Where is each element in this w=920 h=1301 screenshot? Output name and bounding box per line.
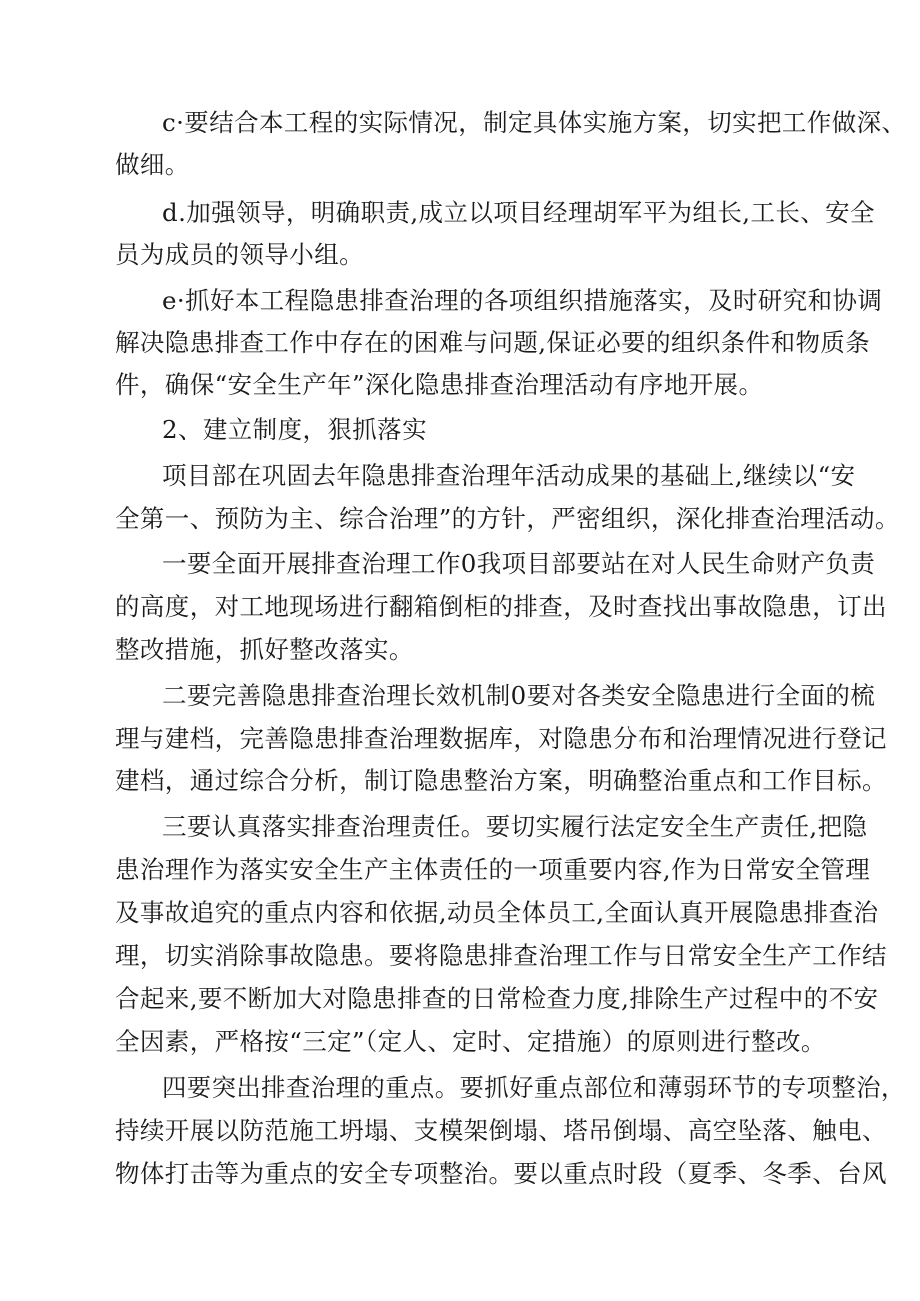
paragraph-2-line-2: 件，确保“安全生产年”深化隐患排查治理活动有序地开展。 xyxy=(115,370,764,399)
paragraph-7-line-3: 理，切实消除事故隐患。要将隐患排查治理工作与日常安全生产工作结 xyxy=(115,941,887,970)
paragraph-6-line-1: 理与建档，完善隐患排查治理数据库，对隐患分布和治理情况进行登记 xyxy=(115,724,887,753)
paragraph-8-line-2: 物体打击等为重点的安全专项整治。要以重点时段（夏季、冬季、台风 xyxy=(115,1159,887,1188)
paragraph-2-line-1: 解决隐患排查工作中存在的困难与问题,保证必要的组织条件和物质条 xyxy=(115,328,871,357)
paragraph-4-line-0: 项目部在巩固去年隐患排查治理年活动成果的基础上,继续以“安 xyxy=(162,461,856,490)
paragraph-8-line-1: 持续开展以防范施工坍塌、支模架倒塌、塔吊倒塌、高空坠落、触电、 xyxy=(115,1116,887,1145)
paragraph-5-line-2: 整改措施，抓好整改落实。 xyxy=(115,635,414,664)
paragraph-2-line-0: e·抓好本工程隐患排查治理的各项组织措施落实，及时研究和协调 xyxy=(162,286,883,315)
paragraph-0-line-1: 做细。 xyxy=(115,150,190,179)
paragraph-5-line-1: 的高度，对工地现场进行翻箱倒柜的排查，及时查找出事故隐患，订出 xyxy=(115,592,887,621)
paragraph-8-line-0: 四要突出排查治理的重点。要抓好重点部位和薄弱环节的专项整治， xyxy=(162,1073,906,1102)
paragraph-6-line-0: 二要完善隐患排查治理长效机制0要对各类安全隐患进行全面的梳 xyxy=(162,681,876,710)
paragraph-5-line-0: 一要全面开展排查治理工作0我项目部要站在对人民生命财产负责 xyxy=(162,549,876,578)
paragraph-0-line-0: c·要结合本工程的实际情况，制定具体实施方案，切实把工作做深、 xyxy=(162,108,907,137)
paragraph-7-line-5: 全因素，严格按“三定”（定人、定时、定措施）的原则进行整改。 xyxy=(115,1027,826,1056)
paragraph-1-line-0: d.加强领导，明确职责,成立以项目经理胡军平为组长,工长、安全 xyxy=(162,198,875,227)
paragraph-4-line-1: 全第一、预防为主、综合治理”的方针，严密组织，深化排查治理活动。 xyxy=(115,504,900,533)
section-heading: 2、建立制度，狠抓落实 xyxy=(162,415,427,444)
paragraph-7-line-1: 患治理作为落实安全生产主体责任的一项重要内容,作为日常安全管理 xyxy=(115,855,871,884)
paragraph-1-line-1: 员为成员的领导小组。 xyxy=(115,240,364,269)
paragraph-7-line-0: 三要认真落实排查治理责任。要切实履行法定安全生产责任,把隐 xyxy=(162,812,868,841)
paragraph-7-line-2: 及事故追究的重点内容和依据,动员全体员工,全面认真开展隐患排查治 xyxy=(115,898,879,927)
paragraph-6-line-2: 建档，通过综合分析，制订隐患整治方案，明确整治重点和工作目标。 xyxy=(115,766,887,795)
paragraph-7-line-4: 合起来,要不断加大对隐患排查的日常检查力度,排除生产过程中的不安 xyxy=(115,984,879,1013)
